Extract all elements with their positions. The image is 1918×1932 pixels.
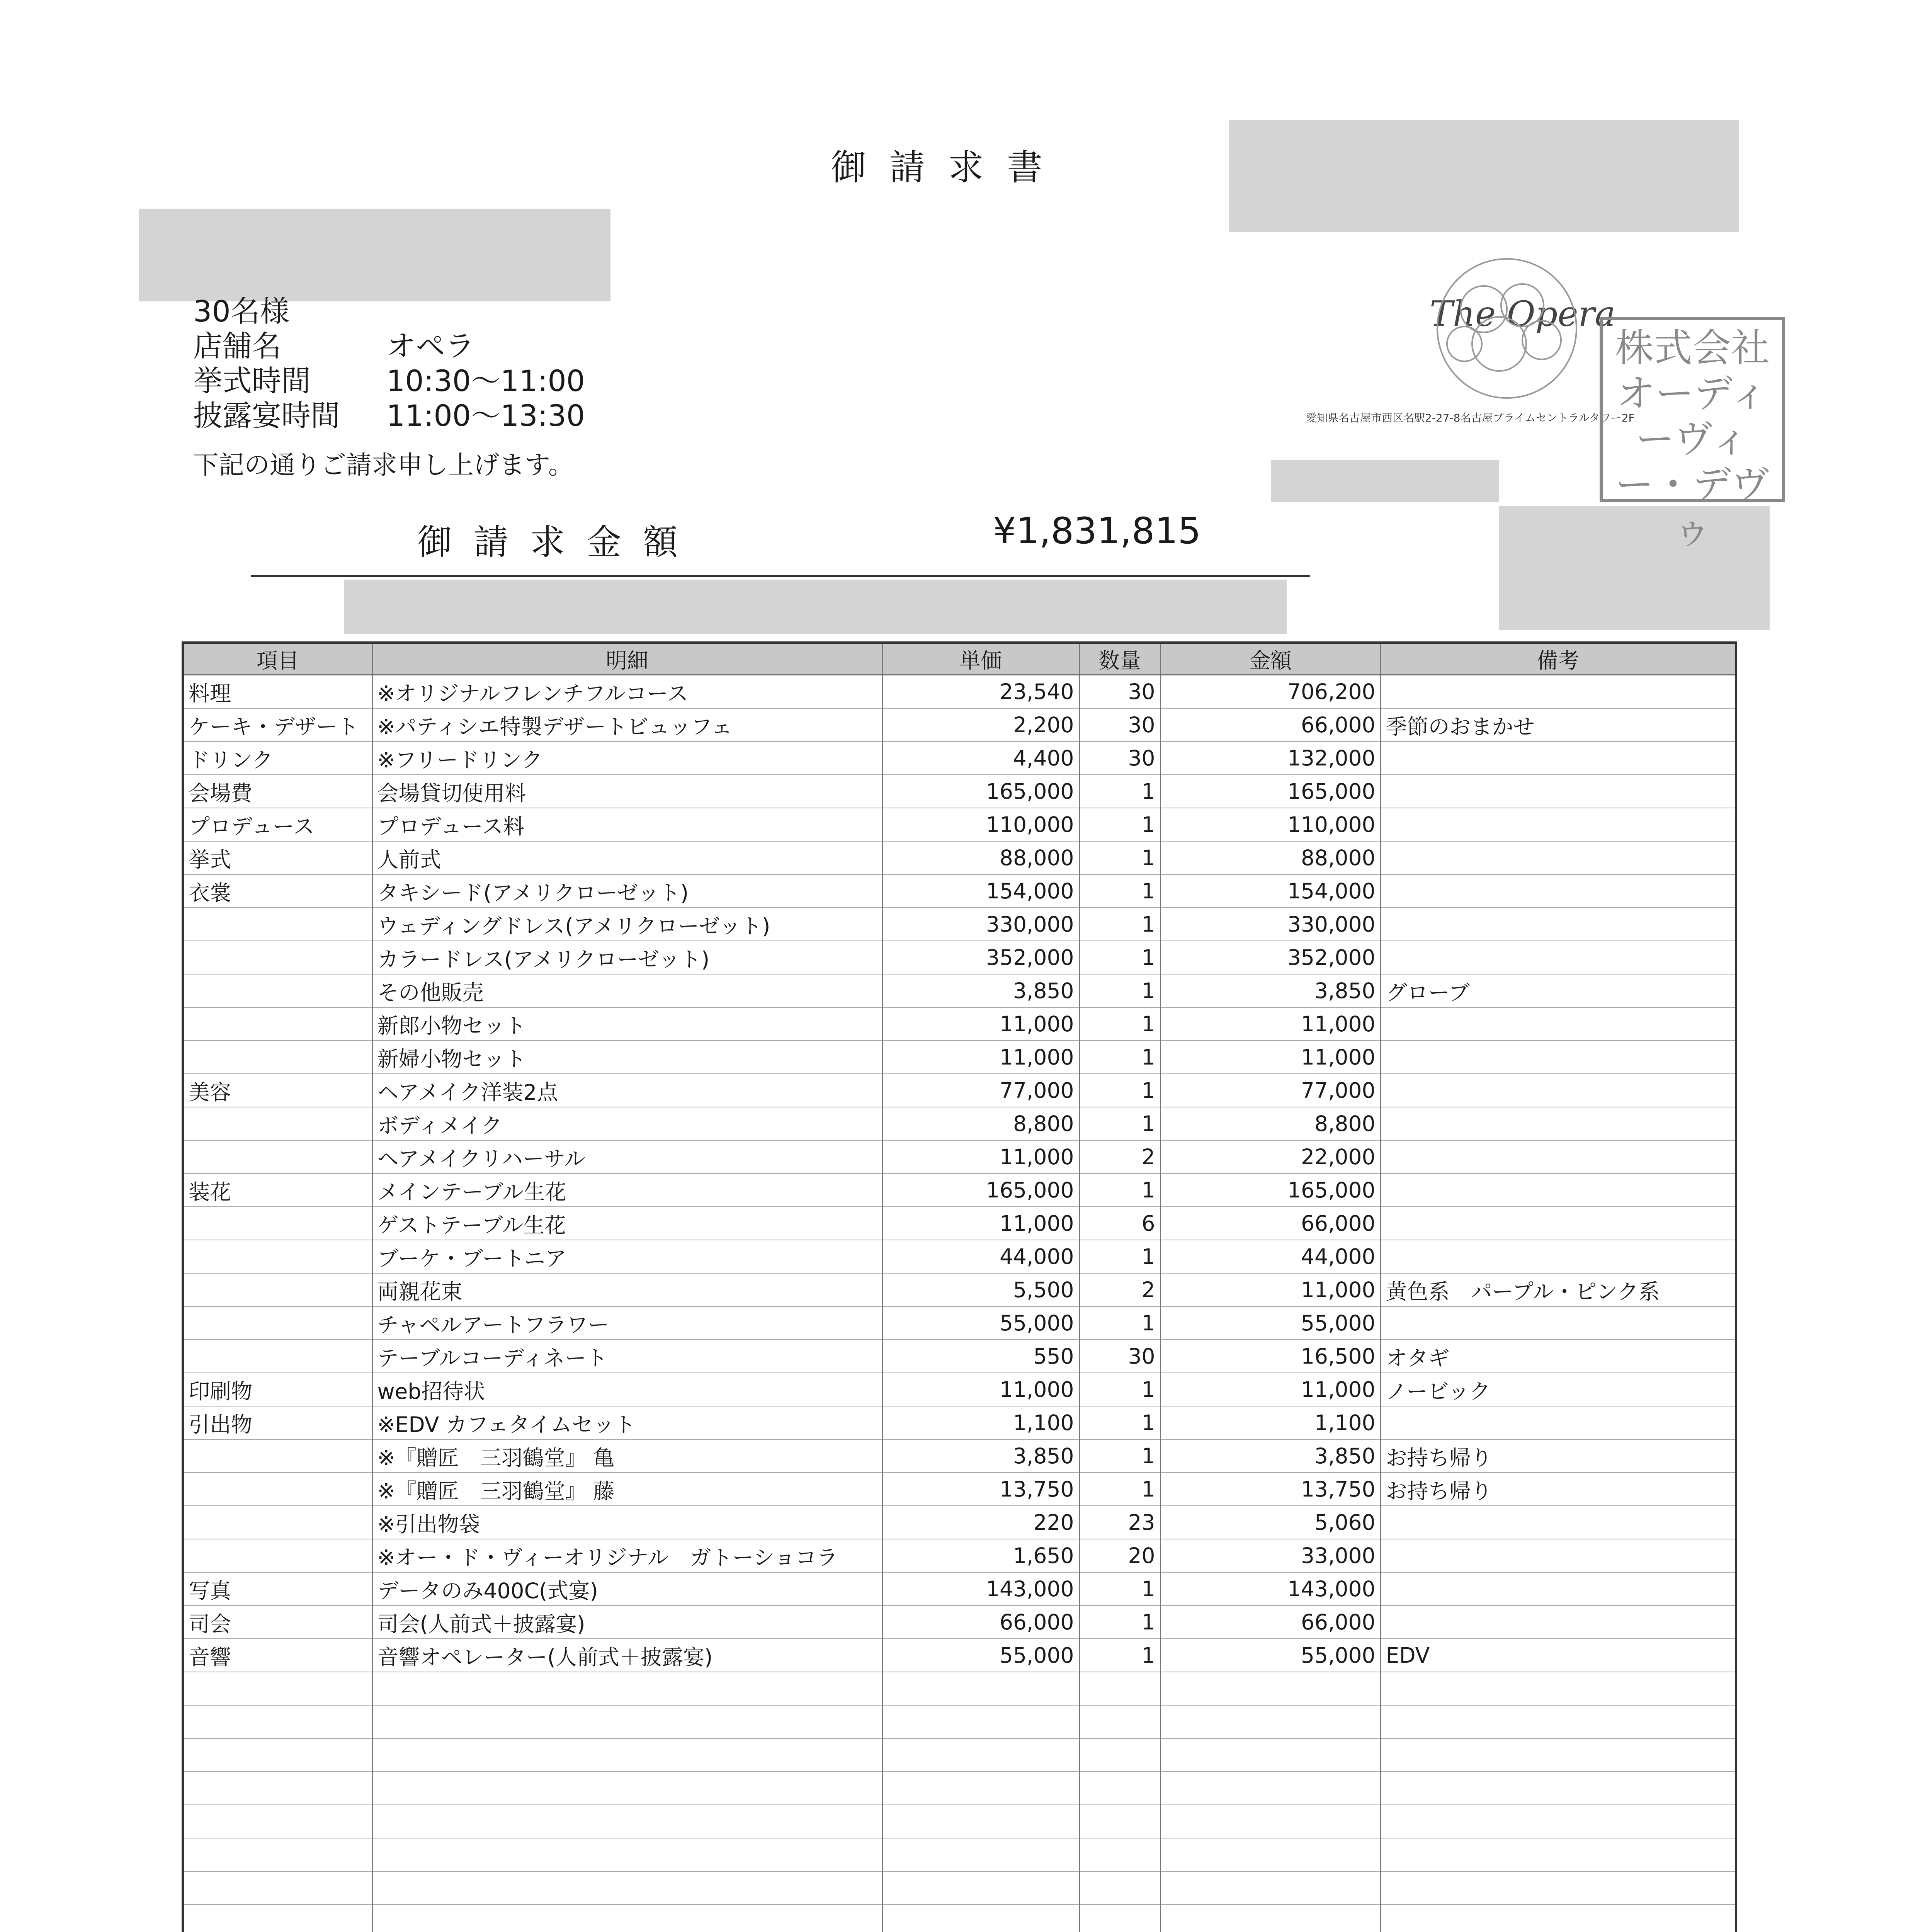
empty-cell bbox=[183, 1705, 372, 1738]
item-unit-price: 23,540 bbox=[882, 675, 1079, 709]
item-detail: ※オー・ド・ヴィーオリジナル ガトーショコラ bbox=[372, 1539, 882, 1572]
item-quantity: 1 bbox=[1079, 941, 1160, 974]
empty-cell bbox=[1079, 1772, 1160, 1805]
item-amount: 16,500 bbox=[1160, 1340, 1381, 1373]
item-amount: 1,100 bbox=[1160, 1406, 1381, 1439]
item-detail: その他販売 bbox=[372, 974, 882, 1007]
empty-cell bbox=[882, 1738, 1079, 1772]
item-detail: 音響オペレーター(人前式＋披露宴) bbox=[372, 1639, 882, 1672]
item-quantity: 1 bbox=[1079, 841, 1160, 874]
item-amount: 11,000 bbox=[1160, 1007, 1381, 1041]
empty-cell bbox=[1160, 1772, 1381, 1805]
table-row-empty bbox=[183, 1805, 1736, 1838]
empty-cell bbox=[1160, 1838, 1381, 1871]
store-label: 店舗名 bbox=[193, 329, 281, 363]
empty-cell bbox=[1079, 1838, 1160, 1871]
invoice-amount-value: ¥1,831,815 bbox=[993, 510, 1201, 552]
item-amount: 66,000 bbox=[1160, 1207, 1381, 1240]
table-row bbox=[183, 1373, 1736, 1406]
ceremony-row bbox=[193, 363, 585, 399]
item-amount: 110,000 bbox=[1160, 808, 1381, 841]
item-detail: 新郎小物セット bbox=[372, 1007, 882, 1041]
item-category: 引出物 bbox=[183, 1406, 372, 1439]
empty-cell bbox=[183, 1838, 372, 1871]
item-detail: チャペルアートフラワー bbox=[372, 1306, 882, 1340]
item-detail: タキシード(アメリクローゼット) bbox=[372, 874, 882, 908]
store-row bbox=[193, 328, 474, 364]
table-row bbox=[183, 708, 1736, 742]
company-logo: The Opera bbox=[1430, 294, 1616, 334]
empty-cell bbox=[1381, 1805, 1736, 1838]
item-remarks bbox=[1381, 1605, 1736, 1639]
item-unit-price: 3,850 bbox=[882, 1439, 1079, 1473]
item-quantity: 1 bbox=[1079, 1406, 1160, 1439]
document-title: 御請求書 bbox=[831, 147, 1066, 188]
item-quantity: 1 bbox=[1079, 1572, 1160, 1605]
item-remarks bbox=[1381, 941, 1736, 974]
empty-cell bbox=[183, 1738, 372, 1772]
item-amount: 11,000 bbox=[1160, 1041, 1381, 1074]
item-quantity: 30 bbox=[1079, 742, 1160, 775]
table-row bbox=[183, 1572, 1736, 1605]
item-category bbox=[183, 1273, 372, 1306]
empty-cell bbox=[882, 1705, 1079, 1738]
empty-cell bbox=[1079, 1805, 1160, 1838]
item-unit-price: 550 bbox=[882, 1340, 1079, 1373]
item-category bbox=[183, 1041, 372, 1074]
empty-cell bbox=[1079, 1738, 1160, 1772]
empty-cell bbox=[1079, 1705, 1160, 1738]
item-remarks bbox=[1381, 1107, 1736, 1140]
table-row bbox=[183, 1273, 1736, 1306]
empty-cell bbox=[1160, 1905, 1381, 1932]
item-detail: プロデュース料 bbox=[372, 808, 882, 841]
header-amount: 金額 bbox=[1160, 643, 1381, 675]
item-detail: 新婦小物セット bbox=[372, 1041, 882, 1074]
reception-value: 11:00～13:30 bbox=[386, 398, 585, 433]
item-unit-price: 11,000 bbox=[882, 1207, 1079, 1240]
table-row-empty bbox=[183, 1672, 1736, 1705]
empty-cell bbox=[372, 1805, 882, 1838]
empty-cell bbox=[882, 1805, 1079, 1838]
redacted-block-subject bbox=[344, 580, 1287, 634]
empty-cell bbox=[372, 1905, 882, 1932]
empty-cell bbox=[372, 1772, 882, 1805]
table-row-empty bbox=[183, 1738, 1736, 1772]
item-quantity: 1 bbox=[1079, 1639, 1160, 1672]
item-detail: ヘアメイク洋装2点 bbox=[372, 1074, 882, 1107]
item-remarks bbox=[1381, 1306, 1736, 1340]
item-detail: ゲストテーブル生花 bbox=[372, 1207, 882, 1240]
item-detail: 会場貸切使用料 bbox=[372, 775, 882, 808]
item-amount: 132,000 bbox=[1160, 742, 1381, 775]
header-item: 項目 bbox=[183, 643, 372, 675]
item-detail: ※フリードリンク bbox=[372, 742, 882, 775]
item-remarks bbox=[1381, 1572, 1736, 1605]
item-category bbox=[183, 1107, 372, 1140]
item-category bbox=[183, 1506, 372, 1539]
item-category bbox=[183, 1007, 372, 1041]
item-quantity: 1 bbox=[1079, 808, 1160, 841]
table-row bbox=[183, 1207, 1736, 1240]
table-row bbox=[183, 808, 1736, 841]
item-unit-price: 8,800 bbox=[882, 1107, 1079, 1140]
empty-cell bbox=[1160, 1738, 1381, 1772]
empty-cell bbox=[1381, 1838, 1736, 1871]
empty-cell bbox=[372, 1838, 882, 1871]
table-row bbox=[183, 1639, 1736, 1672]
header-quantity: 数量 bbox=[1079, 643, 1160, 675]
item-category bbox=[183, 1473, 372, 1506]
item-detail: 両親花束 bbox=[372, 1273, 882, 1306]
table-row bbox=[183, 974, 1736, 1007]
table-row bbox=[183, 1074, 1736, 1107]
item-remarks: オタギ bbox=[1381, 1340, 1736, 1373]
item-unit-price: 165,000 bbox=[882, 1173, 1079, 1207]
item-remarks: ノービック bbox=[1381, 1373, 1736, 1406]
item-detail: カラードレス(アメリクローゼット) bbox=[372, 941, 882, 974]
table-row bbox=[183, 1007, 1736, 1041]
item-category: 印刷物 bbox=[183, 1373, 372, 1406]
ceremony-value: 10:30～11:00 bbox=[386, 364, 585, 398]
item-amount: 143,000 bbox=[1160, 1572, 1381, 1605]
item-detail: ※EDV カフェタイムセット bbox=[372, 1406, 882, 1439]
table-row bbox=[183, 1240, 1736, 1273]
item-remarks: グローブ bbox=[1381, 974, 1736, 1007]
table-row bbox=[183, 1340, 1736, 1373]
item-amount: 22,000 bbox=[1160, 1140, 1381, 1173]
table-row bbox=[183, 1406, 1736, 1439]
item-remarks bbox=[1381, 775, 1736, 808]
item-detail: ※パティシエ特製デザートビュッフェ bbox=[372, 708, 882, 742]
invoice-amount-label: 御請求金額 bbox=[417, 522, 699, 563]
item-amount: 165,000 bbox=[1160, 775, 1381, 808]
item-remarks bbox=[1381, 841, 1736, 874]
item-amount: 33,000 bbox=[1160, 1539, 1381, 1572]
empty-cell bbox=[882, 1871, 1079, 1905]
item-quantity: 30 bbox=[1079, 1340, 1160, 1373]
item-detail: ボディメイク bbox=[372, 1107, 882, 1140]
item-category: 装花 bbox=[183, 1173, 372, 1207]
header-unit-price: 単価 bbox=[882, 643, 1079, 675]
item-unit-price: 5,500 bbox=[882, 1273, 1079, 1306]
item-amount: 77,000 bbox=[1160, 1074, 1381, 1107]
item-unit-price: 352,000 bbox=[882, 941, 1079, 974]
item-category: 写真 bbox=[183, 1572, 372, 1605]
item-quantity: 2 bbox=[1079, 1140, 1160, 1173]
item-quantity: 1 bbox=[1079, 1007, 1160, 1041]
item-unit-price: 143,000 bbox=[882, 1572, 1079, 1605]
item-category: 料理 bbox=[183, 675, 372, 709]
company-seal-text: 株式会社オーディーヴィー・デヴゥ bbox=[1615, 325, 1770, 553]
item-category: プロデュース bbox=[183, 808, 372, 841]
item-quantity: 1 bbox=[1079, 1041, 1160, 1074]
item-remarks bbox=[1381, 1539, 1736, 1572]
guest-count: 30名様 bbox=[193, 294, 289, 328]
table-row-empty bbox=[183, 1705, 1736, 1738]
item-category bbox=[183, 1140, 372, 1173]
table-row bbox=[183, 1173, 1736, 1207]
item-unit-price: 110,000 bbox=[882, 808, 1079, 841]
item-amount: 88,000 bbox=[1160, 841, 1381, 874]
table-row-empty bbox=[183, 1871, 1736, 1905]
item-unit-price: 55,000 bbox=[882, 1639, 1079, 1672]
item-remarks: 黄色系 パープル・ピンク系 bbox=[1381, 1273, 1736, 1306]
empty-cell bbox=[1381, 1905, 1736, 1932]
item-quantity: 1 bbox=[1079, 775, 1160, 808]
item-category bbox=[183, 908, 372, 941]
reception-row bbox=[193, 398, 585, 434]
item-remarks bbox=[1381, 1207, 1736, 1240]
empty-cell bbox=[882, 1905, 1079, 1932]
empty-cell bbox=[1381, 1738, 1736, 1772]
item-category bbox=[183, 974, 372, 1007]
item-remarks: お持ち帰り bbox=[1381, 1473, 1736, 1506]
table-row bbox=[183, 941, 1736, 974]
item-unit-price: 11,000 bbox=[882, 1140, 1079, 1173]
table-row bbox=[183, 675, 1736, 709]
item-unit-price: 11,000 bbox=[882, 1373, 1079, 1406]
item-remarks bbox=[1381, 1173, 1736, 1207]
item-amount: 352,000 bbox=[1160, 941, 1381, 974]
item-remarks bbox=[1381, 1240, 1736, 1273]
item-category bbox=[183, 1539, 372, 1572]
item-category: ケーキ・デザート bbox=[183, 708, 372, 742]
item-amount: 13,750 bbox=[1160, 1473, 1381, 1506]
item-remarks bbox=[1381, 1506, 1736, 1539]
item-quantity: 1 bbox=[1079, 1074, 1160, 1107]
item-category bbox=[183, 941, 372, 974]
empty-cell bbox=[183, 1672, 372, 1705]
item-remarks bbox=[1381, 675, 1736, 709]
item-category bbox=[183, 1439, 372, 1473]
item-quantity: 1 bbox=[1079, 1306, 1160, 1340]
company-seal bbox=[1600, 317, 1785, 553]
item-remarks: お持ち帰り bbox=[1381, 1439, 1736, 1473]
table-row bbox=[183, 1306, 1736, 1340]
item-remarks bbox=[1381, 1007, 1736, 1041]
header-detail: 明細 bbox=[372, 643, 882, 675]
item-category: ドリンク bbox=[183, 742, 372, 775]
item-detail: メインテーブル生花 bbox=[372, 1173, 882, 1207]
empty-cell bbox=[1381, 1705, 1736, 1738]
empty-cell bbox=[372, 1672, 882, 1705]
table-row bbox=[183, 1605, 1736, 1639]
empty-cell bbox=[1079, 1871, 1160, 1905]
item-quantity: 30 bbox=[1079, 708, 1160, 742]
item-unit-price: 1,100 bbox=[882, 1406, 1079, 1439]
table-row bbox=[183, 775, 1736, 808]
item-amount: 55,000 bbox=[1160, 1306, 1381, 1340]
table-row-empty bbox=[183, 1772, 1736, 1805]
item-remarks bbox=[1381, 1041, 1736, 1074]
item-remarks bbox=[1381, 1140, 1736, 1173]
item-category bbox=[183, 1207, 372, 1240]
ceremony-label: 挙式時間 bbox=[193, 364, 311, 398]
item-category: 衣裳 bbox=[183, 874, 372, 908]
table-row bbox=[183, 1107, 1736, 1140]
empty-cell bbox=[372, 1738, 882, 1772]
empty-cell bbox=[1160, 1805, 1381, 1838]
item-quantity: 1 bbox=[1079, 1107, 1160, 1140]
empty-cell bbox=[1160, 1705, 1381, 1738]
notice-text: 下記の通りご請求申し上げます。 bbox=[193, 450, 574, 480]
table-row bbox=[183, 1539, 1736, 1572]
item-amount: 154,000 bbox=[1160, 874, 1381, 908]
item-unit-price: 13,750 bbox=[882, 1473, 1079, 1506]
item-quantity: 1 bbox=[1079, 908, 1160, 941]
store-value: オペラ bbox=[386, 329, 474, 363]
table-row bbox=[183, 742, 1736, 775]
item-unit-price: 4,400 bbox=[882, 742, 1079, 775]
empty-cell bbox=[1160, 1871, 1381, 1905]
item-quantity: 1 bbox=[1079, 874, 1160, 908]
item-unit-price: 220 bbox=[882, 1506, 1079, 1539]
empty-cell bbox=[372, 1705, 882, 1738]
item-unit-price: 77,000 bbox=[882, 1074, 1079, 1107]
item-unit-price: 55,000 bbox=[882, 1306, 1079, 1340]
item-quantity: 23 bbox=[1079, 1506, 1160, 1539]
table-row bbox=[183, 908, 1736, 941]
reception-label: 披露宴時間 bbox=[193, 398, 340, 433]
item-remarks bbox=[1381, 874, 1736, 908]
item-unit-price: 2,200 bbox=[882, 708, 1079, 742]
item-amount: 3,850 bbox=[1160, 974, 1381, 1007]
header-remarks: 備考 bbox=[1381, 643, 1736, 675]
item-unit-price: 330,000 bbox=[882, 908, 1079, 941]
item-amount: 3,850 bbox=[1160, 1439, 1381, 1473]
item-remarks: EDV bbox=[1381, 1639, 1736, 1672]
item-quantity: 1 bbox=[1079, 1605, 1160, 1639]
empty-cell bbox=[1079, 1905, 1160, 1932]
item-remarks bbox=[1381, 1406, 1736, 1439]
item-amount: 44,000 bbox=[1160, 1240, 1381, 1273]
item-amount: 66,000 bbox=[1160, 1605, 1381, 1639]
item-quantity: 1 bbox=[1079, 1173, 1160, 1207]
item-amount: 330,000 bbox=[1160, 908, 1381, 941]
item-category bbox=[183, 1340, 372, 1373]
empty-cell bbox=[183, 1772, 372, 1805]
item-quantity: 1 bbox=[1079, 1473, 1160, 1506]
item-unit-price: 154,000 bbox=[882, 874, 1079, 908]
item-amount: 55,000 bbox=[1160, 1639, 1381, 1672]
item-unit-price: 11,000 bbox=[882, 1007, 1079, 1041]
amount-underline bbox=[251, 575, 1310, 577]
empty-cell bbox=[1381, 1672, 1736, 1705]
item-quantity: 30 bbox=[1079, 675, 1160, 709]
item-remarks bbox=[1381, 908, 1736, 941]
item-category bbox=[183, 1306, 372, 1340]
item-unit-price: 1,650 bbox=[882, 1539, 1079, 1572]
item-category: 会場費 bbox=[183, 775, 372, 808]
item-unit-price: 44,000 bbox=[882, 1240, 1079, 1273]
empty-cell bbox=[882, 1838, 1079, 1871]
empty-cell bbox=[183, 1871, 372, 1905]
item-amount: 11,000 bbox=[1160, 1373, 1381, 1406]
empty-cell bbox=[1381, 1772, 1736, 1805]
item-unit-price: 11,000 bbox=[882, 1041, 1079, 1074]
item-detail: ※オリジナルフレンチフルコース bbox=[372, 675, 882, 709]
item-detail: ヘアメイクリハーサル bbox=[372, 1140, 882, 1173]
empty-cell bbox=[183, 1805, 372, 1838]
item-detail: 人前式 bbox=[372, 841, 882, 874]
empty-cell bbox=[372, 1871, 882, 1905]
item-detail: テーブルコーディネート bbox=[372, 1340, 882, 1373]
item-unit-price: 66,000 bbox=[882, 1605, 1079, 1639]
item-detail: ※『贈匠 三羽鶴堂』 藤 bbox=[372, 1473, 882, 1506]
item-category: 挙式 bbox=[183, 841, 372, 874]
item-category bbox=[183, 1240, 372, 1273]
item-amount: 66,000 bbox=[1160, 708, 1381, 742]
item-detail: web招待状 bbox=[372, 1373, 882, 1406]
item-amount: 5,060 bbox=[1160, 1506, 1381, 1539]
item-quantity: 6 bbox=[1079, 1207, 1160, 1240]
item-quantity: 1 bbox=[1079, 1439, 1160, 1473]
items-table bbox=[182, 641, 1737, 1932]
item-remarks bbox=[1381, 1074, 1736, 1107]
item-category: 美容 bbox=[183, 1074, 372, 1107]
item-amount: 11,000 bbox=[1160, 1273, 1381, 1306]
item-unit-price: 88,000 bbox=[882, 841, 1079, 874]
company-address: 愛知県名古屋市西区名駅2-27-8名古屋プライムセントラルタワー2F bbox=[1306, 412, 1635, 424]
table-row bbox=[183, 1439, 1736, 1473]
item-category: 司会 bbox=[183, 1605, 372, 1639]
redacted-block-recipient bbox=[139, 209, 610, 301]
item-quantity: 2 bbox=[1079, 1273, 1160, 1306]
table-row-empty bbox=[183, 1838, 1736, 1871]
item-detail: 司会(人前式＋披露宴) bbox=[372, 1605, 882, 1639]
item-detail: ※『贈匠 三羽鶴堂』 亀 bbox=[372, 1439, 882, 1473]
item-remarks bbox=[1381, 808, 1736, 841]
table-row bbox=[183, 1041, 1736, 1074]
item-detail: ※引出物袋 bbox=[372, 1506, 882, 1539]
item-amount: 706,200 bbox=[1160, 675, 1381, 709]
item-remarks: 季節のおまかせ bbox=[1381, 708, 1736, 742]
table-row bbox=[183, 1140, 1736, 1173]
item-amount: 165,000 bbox=[1160, 1173, 1381, 1207]
empty-cell bbox=[1160, 1672, 1381, 1705]
table-row bbox=[183, 874, 1736, 908]
item-category: 音響 bbox=[183, 1639, 372, 1672]
item-unit-price: 3,850 bbox=[882, 974, 1079, 1007]
table-row bbox=[183, 1473, 1736, 1506]
redacted-block-top-right bbox=[1229, 120, 1739, 232]
redacted-block-company-name bbox=[1271, 460, 1499, 502]
item-quantity: 20 bbox=[1079, 1539, 1160, 1572]
logo-flower-icon bbox=[1399, 247, 1615, 410]
table-header-row bbox=[183, 643, 1736, 675]
empty-cell bbox=[183, 1905, 372, 1932]
item-remarks bbox=[1381, 742, 1736, 775]
item-detail: ブーケ・ブートニア bbox=[372, 1240, 882, 1273]
empty-cell bbox=[882, 1772, 1079, 1805]
item-detail: データのみ400C(式宴) bbox=[372, 1572, 882, 1605]
item-quantity: 1 bbox=[1079, 974, 1160, 1007]
table-row bbox=[183, 1506, 1736, 1539]
table-row-empty bbox=[183, 1905, 1736, 1932]
empty-cell bbox=[882, 1672, 1079, 1705]
empty-cell bbox=[1381, 1871, 1736, 1905]
item-detail: ウェディングドレス(アメリクローゼット) bbox=[372, 908, 882, 941]
item-unit-price: 165,000 bbox=[882, 775, 1079, 808]
item-amount: 8,800 bbox=[1160, 1107, 1381, 1140]
item-quantity: 1 bbox=[1079, 1240, 1160, 1273]
item-quantity: 1 bbox=[1079, 1373, 1160, 1406]
empty-cell bbox=[1079, 1672, 1160, 1705]
table-row bbox=[183, 841, 1736, 874]
